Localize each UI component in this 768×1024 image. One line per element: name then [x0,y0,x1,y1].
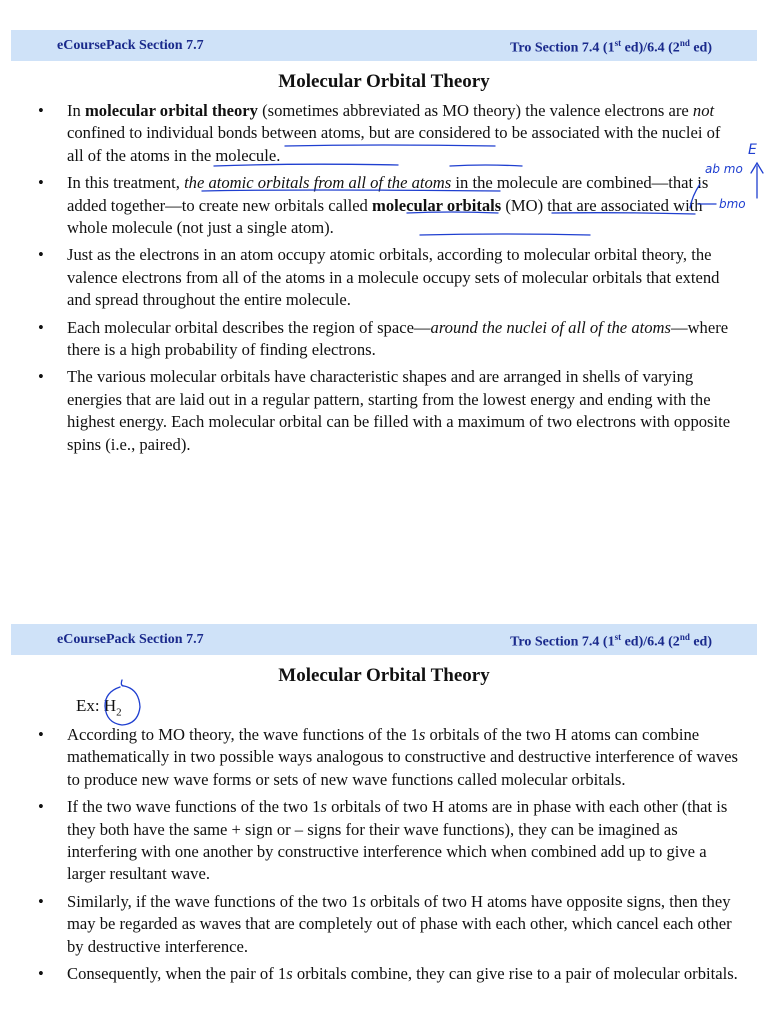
example-label: Ex: $H_2$ [76,696,122,719]
header-right: Tro Section 7.4 (1st ed)/6.4 (2nd ed) [510,38,712,56]
header-left: eCoursePack Section 7.7 [57,38,204,53]
slide-header [11,624,757,655]
slide-title: Molecular Orbital Theory [278,71,490,92]
bullet-item: • In this treatment, the atomic orbitals from all of the atoms in the molecule are combined—that is added together—to create new orbitals called molecular orbitals (MO) that are associated with whole molecule (not just a single atom). [0,172,739,239]
bullet-item: • If the two wave functions of the two 1s orbitals of two H atoms are in phase with each other (that is they both have the same + sign or – signs for their wave functions), they can be imagined as interfering with one another by constructive interference which when combined add up to give a larger resultant wave. [0,796,739,886]
bullet-item: • In molecular orbital theory (sometimes abbreviated as MO theory) the valence electrons are not confined to individual bonds between atoms, but are considered to be associated with the nuclei of all of the atoms in the molecule. [0,100,739,167]
bullet-item: • According to MO theory, the wave functions of the 1s orbitals of the two H atoms can combine mathematically in two possible ways analogous to constructive and destructive interference of waves to produce new wave forms or sets of new wave functions called molecular orbitals. [0,724,739,791]
header-left: eCoursePack Section 7.7 [57,632,204,647]
bullet-item: • Just as the electrons in an atom occupy atomic orbitals, according to molecular orbital theory, the valence electrons from all of the atoms in a molecule occupy sets of molecular orbitals that extend and spread throughout the entire molecule. [0,244,739,311]
bullet-item: • Each molecular orbital describes the region of space—around the nuclei of all of the atoms—where there is a high probability of finding electrons. [0,317,739,362]
bullet-item: • Consequently, when the pair of 1s orbitals combine, they can give rise to a pair of molecular orbitals. [0,963,739,985]
slide-2 [0,600,768,1024]
slide-header [11,30,757,61]
bullet-item: • Similarly, if the wave functions of the two 1s orbitals of two H atoms have opposite signs, then they may be regarded as waves that are completely out of phase with each other, which cancel each other by destructive interference. [0,891,739,958]
bullet-list [0,100,739,461]
annotation-antibonding: ab mo [705,162,743,176]
annotation-bonding: bmo [719,197,746,211]
annotation-energy: E [748,142,757,158]
header-right: Tro Section 7.4 (1st ed)/6.4 (2nd ed) [510,632,712,650]
bullet-list [0,724,739,990]
slide-title: Molecular Orbital Theory [278,665,490,686]
bullet-item: • The various molecular orbitals have characteristic shapes and are arranged in shells of varying energies that are laid out in a regular pattern, starting from the lowest energy and ending with the highest energy. Each molecular orbital can be filled with a maximum of two electrons with opposite spins (i.e., paired). [0,366,739,456]
